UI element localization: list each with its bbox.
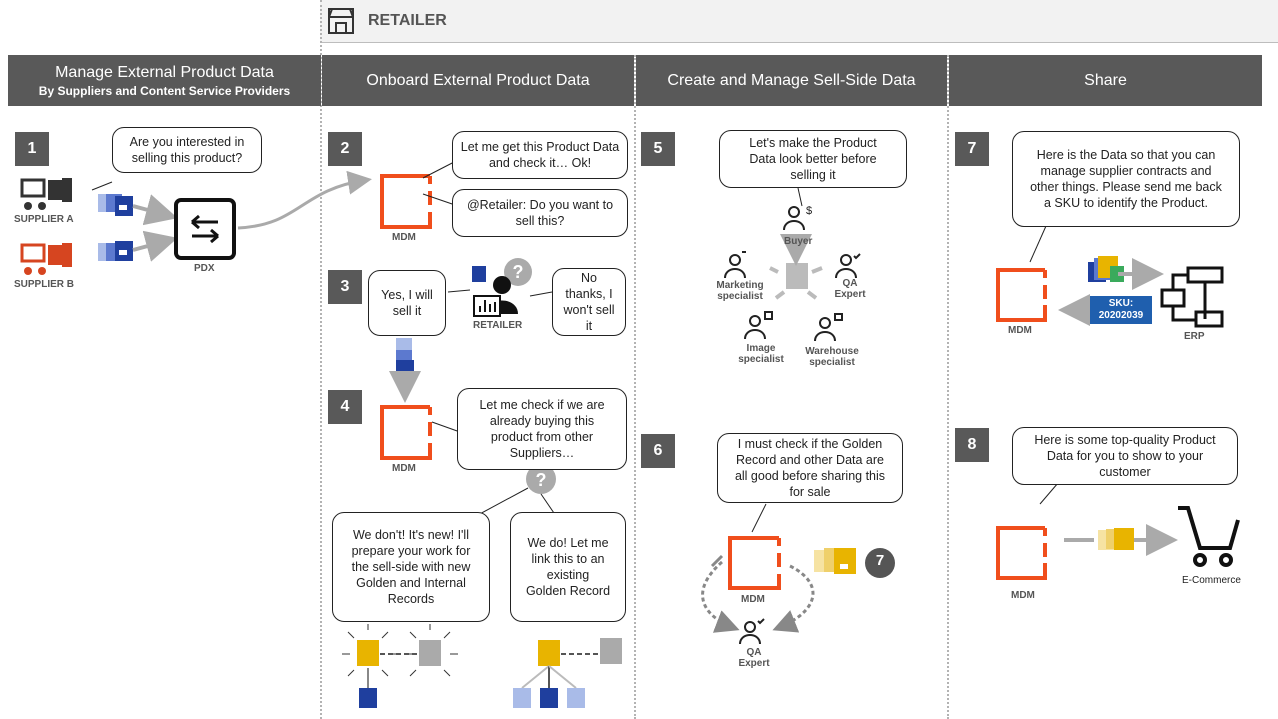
mdm-label: MDM <box>1011 590 1035 601</box>
speech-bubble-erp: Here is the Data so that you can manage supplier contracts and other things. Please send me back a SKU to identify the Product. <box>1012 131 1240 227</box>
step-marker-7: 7 <box>955 132 989 166</box>
golden-record-icon <box>513 638 622 708</box>
retailer-label: RETAILER <box>473 320 523 331</box>
marketing-icon <box>725 252 746 278</box>
speech-bubble-interest: Are you interested in selling this product? <box>112 127 262 173</box>
lane-title: Share <box>1084 71 1127 89</box>
step-marker-3: 3 <box>328 270 362 304</box>
mdm-label: MDM <box>1008 325 1032 336</box>
mdm-icon <box>382 176 432 227</box>
speech-bubble-new: We don't! It's new! I'll prepare your work for the sell-side with new Golden and Internal Records <box>332 512 490 622</box>
golden-record-icon <box>342 624 458 708</box>
speech-bubble-no: No thanks, I won't sell it <box>552 268 626 336</box>
product-box-icon <box>98 241 133 261</box>
svg-text:?: ? <box>535 470 547 490</box>
image-specialist-label: Image specialist <box>738 343 784 365</box>
warehouse-specialist-label: Warehouse specialist <box>805 346 859 368</box>
lane-title: Onboard External Product Data <box>366 71 590 89</box>
product-box-icon <box>98 194 133 216</box>
product-box-icon <box>1098 528 1134 550</box>
ecommerce-label: E-Commerce <box>1182 575 1241 586</box>
flow-arrow <box>133 206 170 216</box>
speech-bubble-check: Let me get this Product Data and check it… Ok! <box>452 131 628 179</box>
lane-subtitle: By Suppliers and Content Service Providers <box>38 83 291 98</box>
step-marker-6: 6 <box>641 434 675 468</box>
step-marker-5: 5 <box>641 132 675 166</box>
speech-bubble-yes: Yes, I will sell it <box>368 270 446 336</box>
mdm-icon <box>730 538 781 588</box>
speech-bubble-link: We do! Let me link this to an existing Golden Record <box>510 512 626 622</box>
erp-label: ERP <box>1184 331 1205 342</box>
flow-arrow <box>238 180 366 228</box>
step-marker-2: 2 <box>328 132 362 166</box>
mdm-icon <box>998 270 1047 320</box>
speech-bubble-ask: @Retailer: Do you want to sell this? <box>452 189 628 237</box>
forklift-icon <box>22 178 72 210</box>
product-box-icon <box>396 338 414 378</box>
svg-text:$: $ <box>806 205 813 217</box>
speech-bubble-improve: Let's make the Product Data look better before selling it <box>719 130 907 188</box>
mdm-label: MDM <box>741 594 765 605</box>
shopping-cart-icon <box>1178 508 1238 565</box>
buyer-icon <box>784 205 812 230</box>
pdx-icon <box>176 200 234 258</box>
image-icon <box>745 312 772 339</box>
supplier-b-label: SUPPLIER B <box>14 279 75 290</box>
qa-expert-icon <box>836 254 860 278</box>
role-ring <box>770 248 822 298</box>
mdm-icon <box>998 528 1047 578</box>
supplier-a-label: SUPPLIER A <box>14 214 74 225</box>
buyer-label: Buyer <box>784 236 813 247</box>
pdx-label: PDX <box>194 263 215 274</box>
product-box-icon <box>814 548 856 574</box>
qa-expert-label: QA Expert <box>738 647 770 669</box>
mdm-label: MDM <box>392 232 416 243</box>
marketing-specialist-label: Marketing specialist <box>716 280 764 302</box>
next-step-label: 7 <box>875 552 885 569</box>
speech-bubble-ecommerce: Here is some top-quality Product Data for you to show to your customer <box>1012 427 1238 485</box>
speech-bubble-golden-check: I must check if the Golden Record and other Data are all good before sharing this for sale <box>717 433 903 503</box>
step-marker-8: 8 <box>955 428 989 462</box>
sku-badge: SKU: 20202039 <box>1090 296 1152 324</box>
lane-title: Manage External Product Data <box>55 63 274 81</box>
erp-icon <box>1162 268 1222 326</box>
retailer-header-title: RETAILER <box>368 12 447 29</box>
qa-expert-icon <box>740 619 764 644</box>
mdm-label: MDM <box>392 463 416 474</box>
step-marker-1: 1 <box>15 132 49 166</box>
flow-arrow <box>133 240 170 250</box>
retailer-person-icon <box>472 258 532 316</box>
qa-expert-label: QA Expert <box>834 278 866 300</box>
speech-bubble-buying: Let me check if we are already buying this product from other Suppliers… <box>457 388 627 470</box>
product-box-icon <box>1088 256 1124 282</box>
warehouse-icon <box>815 314 842 341</box>
forklift-icon <box>22 243 72 275</box>
mdm-icon <box>382 407 432 458</box>
step-marker-4: 4 <box>328 390 362 424</box>
lane-title: Create and Manage Sell-Side Data <box>667 71 916 89</box>
svg-text:?: ? <box>512 262 524 282</box>
